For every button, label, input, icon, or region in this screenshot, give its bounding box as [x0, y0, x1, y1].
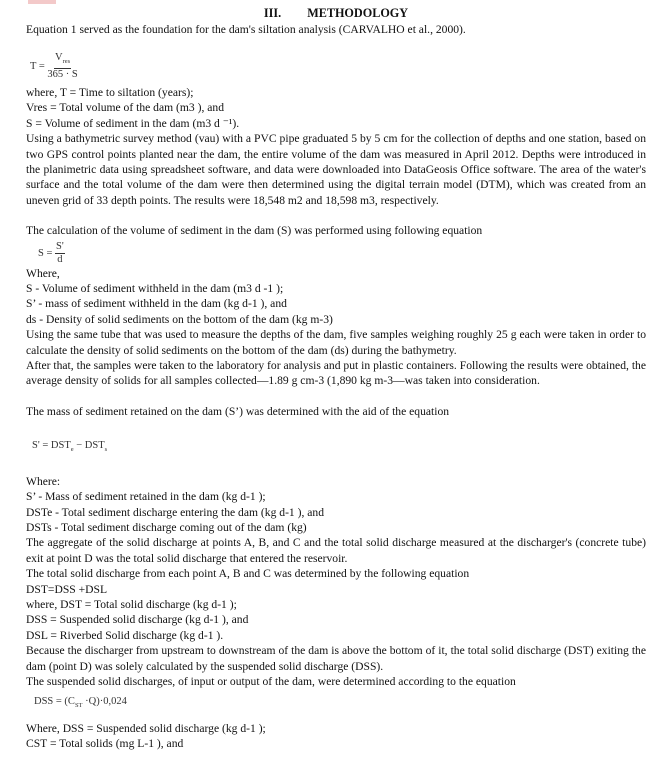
eq2-numerator: S'	[56, 240, 64, 252]
eq1-lhs: T =	[30, 60, 45, 72]
where1-line-1: Vres = Total volume of the dam (m3 ), and	[26, 101, 224, 115]
total-discharge-paragraph: The total solid discharge from each point A, B and C was determined by the following equation	[26, 567, 470, 581]
eq1-denominator: 365 · S	[47, 68, 78, 80]
where4-line-2: DSL = Riverbed Solid discharge (kg d-1 ).	[26, 628, 224, 642]
eq3-sub-e: e	[70, 446, 74, 454]
paper-page	[26, 6, 646, 752]
where3-line-3: DSTs - Total sediment discharge coming out of the dam (kg)	[26, 520, 307, 534]
eq3-mid: − DST	[73, 440, 105, 452]
eq4-rest: ·Q)·0,024	[82, 696, 127, 708]
section-title: METHODOLOGY	[307, 6, 409, 20]
where5-line-0: Where, DSS = Suspended solid discharge (kg d-1 );	[26, 721, 266, 735]
where2-line-1: S - Volume of sediment withheld in the dam (m3 d -1 );	[26, 281, 284, 295]
suspended-paragraph: The suspended solid discharges, of input or output of the dam, were determined according to the equation	[26, 675, 516, 688]
where2-line-3: ds - Density of solid sediments on the bottom of the dam (kg m-3)	[26, 312, 333, 326]
where3-line-1: S’ - Mass of sediment retained in the dam (kg d-1 );	[26, 490, 266, 504]
aggregate-paragraph: The aggregate of the solid discharge at points A, B, and C and the total solid discharge measured at the discharger's (concrete tube) exit at point D was the total solid discharge that entered the reservoir.	[26, 536, 646, 565]
eq2-denominator: d	[57, 253, 63, 265]
where3-line-0: Where:	[26, 474, 61, 488]
where5-line-1: CST = Total solids (mg L-1 ), and	[26, 737, 184, 751]
where1-line-0: where, T = Time to siltation (years);	[26, 85, 194, 99]
where3-line-2: DSTe - Total sediment discharge entering the dam (kg d-1 ), and	[26, 505, 325, 519]
eq1-fraction	[47, 52, 77, 81]
eq4-lhs: DSS = (C	[34, 696, 75, 708]
eq1-numerator	[54, 52, 71, 69]
eq1-num-text: V	[54, 51, 63, 63]
dst-equation: DST=DSS +DSL	[26, 582, 108, 596]
volume-calc-paragraph: The calculation of the volume of sediment in the dam (S) was performed using following equation	[26, 224, 483, 238]
eq3-sub-s: s	[104, 446, 108, 454]
density-paragraph: Using the same tube that was used to measure the depths of the dam, five samples weighing roughly 25 g each were taken in order to calculate the density of solid sediments on the bottom of the dam (ds) during the bathymetry.	[26, 328, 646, 357]
spacer	[26, 389, 646, 404]
where4-line-0: where, DST = Total solid discharge (kg d-1 );	[26, 597, 237, 611]
section-number: III.	[263, 6, 282, 20]
section-heading	[26, 6, 646, 21]
intro-paragraph: Equation 1 served as the foundation for the dam's siltation analysis (CARVALHO et al., 2000).	[26, 23, 466, 37]
eq3-lhs: S' = DST	[32, 440, 71, 452]
where2-line-0: Where,	[26, 266, 60, 280]
equation-1	[30, 52, 646, 81]
spacer	[26, 208, 646, 223]
equation-3	[32, 438, 646, 458]
mass-paragraph: The mass of sediment retained on the dam (S’) was determined with the aid of the equation	[26, 404, 450, 418]
where1-line-2: S = Volume of sediment in the dam (m3 d ⁻¹).	[26, 116, 240, 130]
eq2-fraction	[55, 241, 65, 266]
where2-line-2: S’ - mass of sediment withheld in the dam (kg d-1 ), and	[26, 297, 287, 311]
eq2-lhs: S =	[38, 247, 53, 259]
equation-4	[34, 694, 646, 714]
equation-2	[38, 241, 646, 266]
discharger-paragraph: Because the discharger from upstream to downstream of the dam is above the bottom of it, the total solid discharge (DST) exiting the dam (point D) was solely calculated by the suspended solid discharge (DSS).	[26, 644, 646, 673]
where4-line-1: DSS = Suspended solid discharge (kg d-1 ), and	[26, 613, 249, 627]
eq1-num-sub: res	[62, 57, 71, 65]
top-color-bar	[28, 0, 56, 4]
eq4-sub: ST	[74, 702, 83, 710]
bathymetry-paragraph: Using a bathymetric survey method (vau) with a PVC pipe graduated 5 by 5 cm for the collection of depths and one station, based on two GPS control points planted near the dam, the entire volume of the dam was measured in April 2012. Depths were introduced in the planimetric data using spreadsheet software, and data were downloaded into DataGeosis Office software. The area of the water's surface and the total volume of the dam were then determined using the digital terrain model (DTM), which was created from an uneven grid of 33 depth points. The results were 18,548 m2 and 18,598 m3, respectively.	[26, 132, 646, 207]
laboratory-paragraph: After that, the samples were taken to the laboratory for analysis and put in plastic containers. Following the results were obtained, the average density of solids for all samples collected—1.89 g cm-3 (1,890 kg m-3—was taken into consideration.	[26, 359, 646, 388]
